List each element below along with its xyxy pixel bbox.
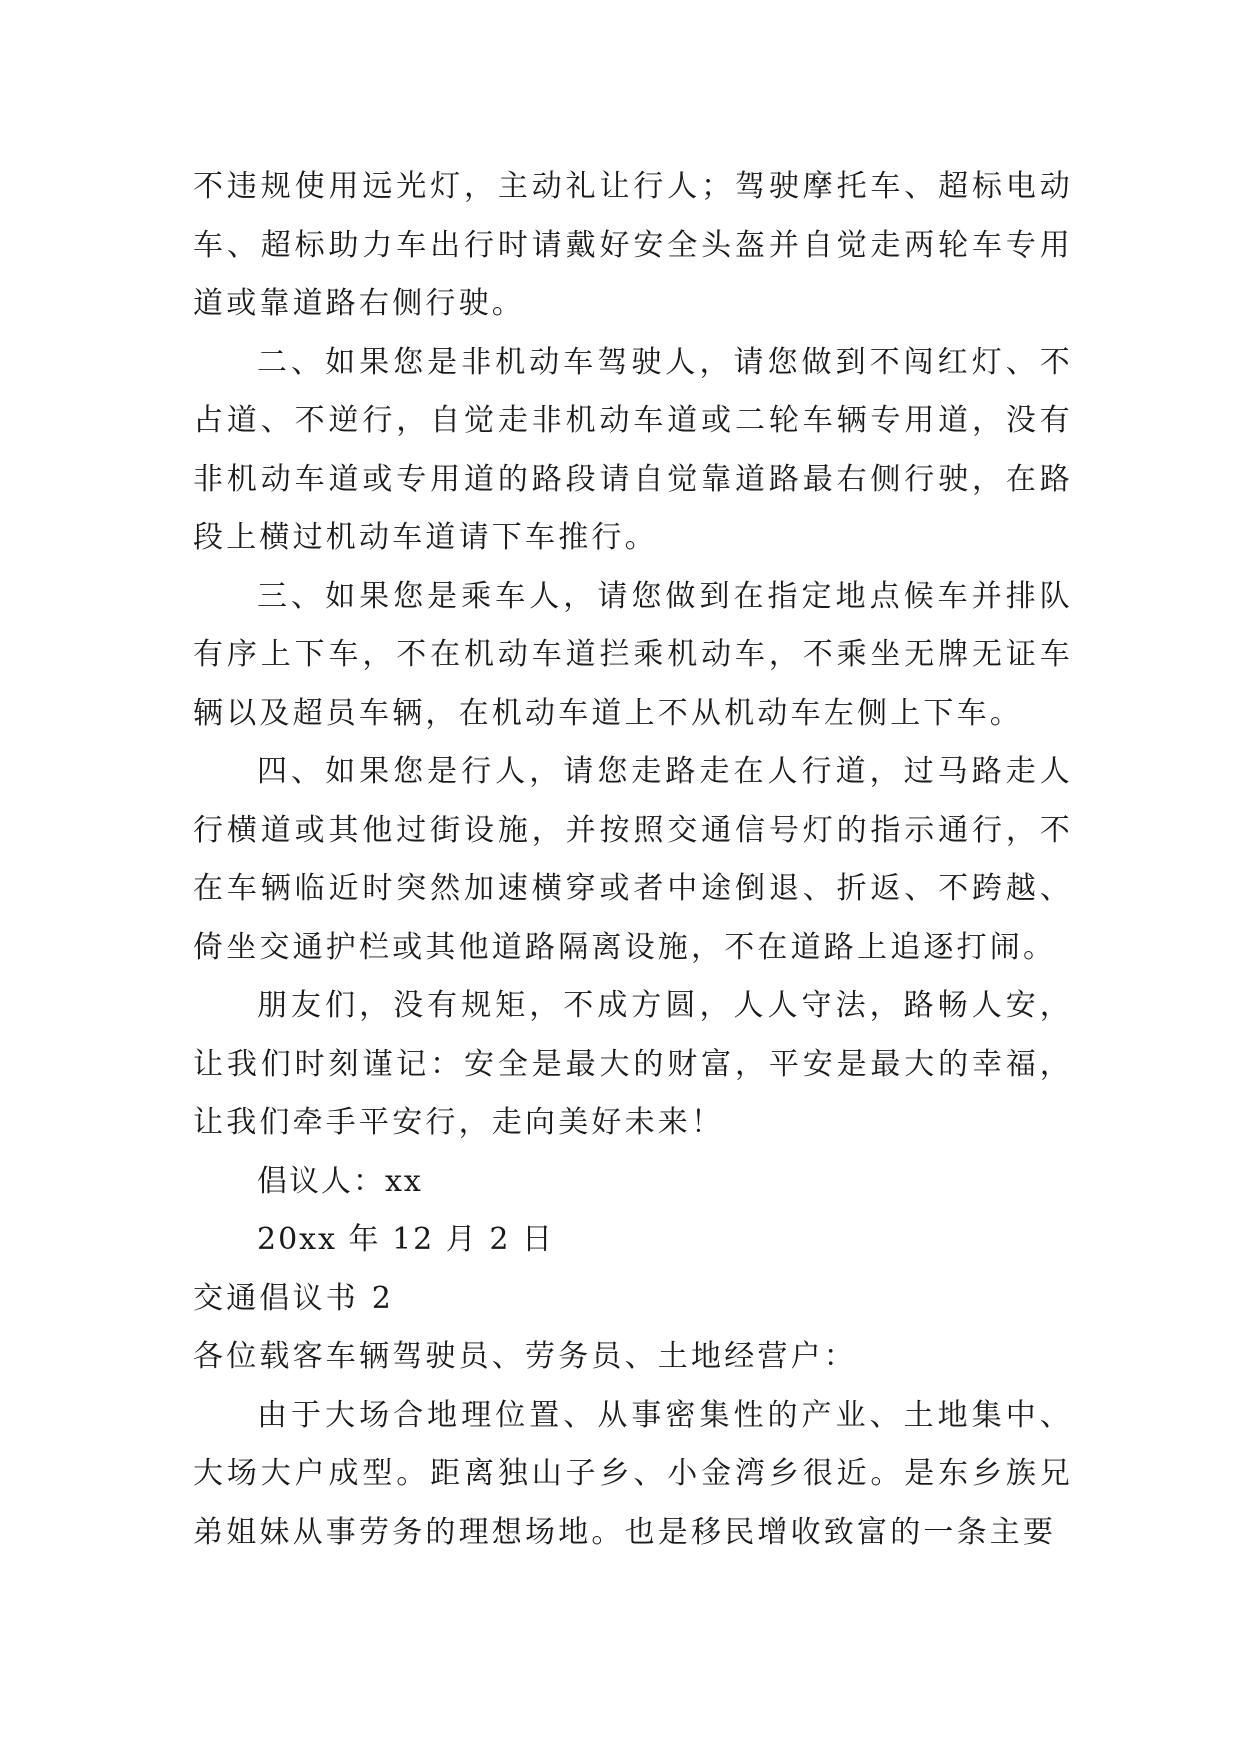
section-body-paragraph: 由于大场合地理位置、从事密集性的产业、土地集中、大场大户成型。距离独山子乡、小金湾乡很近。是东乡族兄弟姐妹从事劳务的理想场地。也是移民增收致富的一条主要 [193, 1397, 1073, 1550]
paragraph-closing: 朋友们，没有规矩，不成方圆，人人守法，路畅人安，让我们时刻谨记：安全是最大的财富，平安是最大的幸福，让我们牵手平安行，走向美好未来！ [193, 988, 1073, 1140]
section-salutation: 各位载客车辆驾驶员、劳务员、土地经营户： [193, 1339, 857, 1374]
paragraph-pedestrians: 四、如果您是行人，请您走路走在人行道，过马路走人行横道或其他过街设施，并按照交通信号灯的指示通行，不在车辆临近时突然加速横穿或者中途倒退、折返、不跨越、倚坐交通护栏或其他道路隔离设施，不在道路上追逐打闹。 [193, 754, 1073, 965]
section-title: 交通倡议书 2 [193, 1280, 395, 1316]
signature-proposer: 倡议人：xx [257, 1163, 423, 1199]
paragraph-passengers: 三、如果您是乘车人，请您做到在指定地点候车并排队有序上下车，不在机动车道拦乘机动车，不乘坐无牌无证车辆以及超员车辆，在机动车道上不从机动车左侧上下车。 [193, 578, 1073, 731]
document-page [193, 158, 1073, 1562]
paragraph-headlights: 不违规使用远光灯，主动礼让行人；驾驶摩托车、超标电动车、超标助力车出行时请戴好安全头盔并自觉走两轮车专用道或靠道路右侧行驶。 [193, 169, 1073, 321]
paragraph-non-motor-drivers: 二、如果您是非机动车驾驶人，请您做到不闯红灯、不占道、不逆行，自觉走非机动车道或二轮车辆专用道，没有非机动车道或专用道的路段请自觉靠道路最右侧行驶，在路段上横过机动车道请下车推行。 [193, 344, 1073, 555]
signature-date: 20xx 年 12 月 2 日 [257, 1222, 554, 1257]
